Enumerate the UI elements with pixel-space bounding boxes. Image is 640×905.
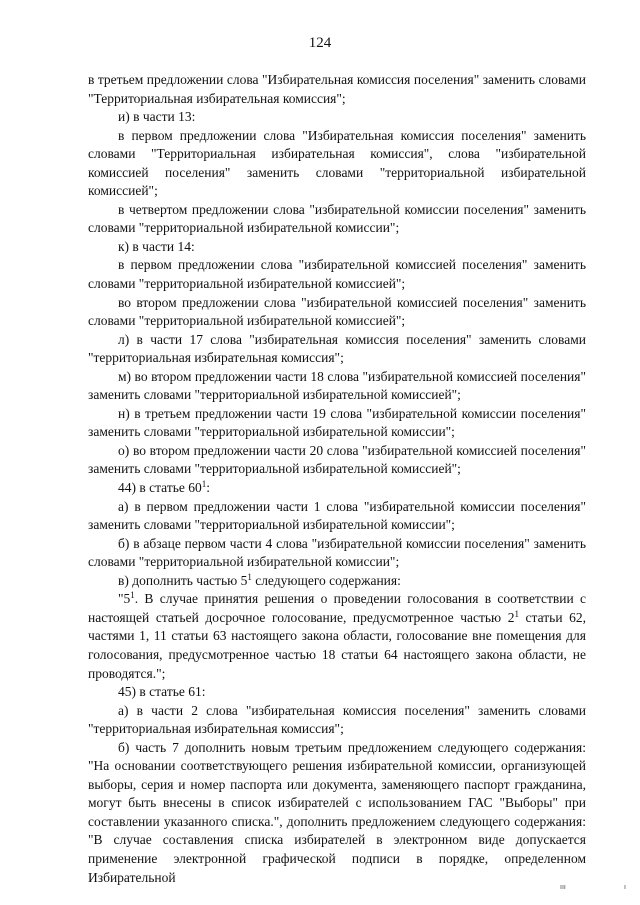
footer-mark-left: ııı xyxy=(560,883,566,891)
paragraph: в четвертом предложении слова "избирательной комиссии поселения" заменить словами "территориальной избирательной комиссии"; xyxy=(88,201,586,236)
paragraph: в третьем предложении слова "Избирательная комиссия поселения" заменить словами "Территориальная избирательная комиссия"; xyxy=(88,72,586,106)
paragraph: н) в третьем предложении части 19 слова "избирательной комиссии поселения" заменить словами "территориальной избирательной комиссии"; xyxy=(88,405,586,440)
paragraph: а) в первом предложении части 1 слова "избирательной комиссии поселения" заменить словами "территориальной избирательной комиссии"; xyxy=(88,498,586,533)
quoted-part: "$5^1$. В случае принятия решения о проведении голосования в соответствии с настоящей статьей досрочное голосование, предусмотренное частью $2^1$ статьи 62, частями 1, 11 статьи 63 настоящего закона области, голосование вне помещения для голосования, предусмотренное частью 18 статьи 64 настоящего закона области, не проводятся."; xyxy=(88,590,587,681)
paragraph: в первом предложении слова "Избирательная комиссия поселения" заменить словами "Территориальная избирательная комиссия", слова "избирательной комиссией поселения" заменить словами "территориальной избирательной комиссией"; xyxy=(88,127,586,199)
document-body xyxy=(88,71,586,887)
paragraph: а) в части 2 слова "избирательная комиссия поселения" заменить словами "территориальная избирательная комиссия"; xyxy=(88,702,586,737)
paragraph: в первом предложении слова "избирательной комиссией поселения" заменить словами "территориальной избирательной комиссией"; xyxy=(88,257,586,292)
paragraph-v: в) дополнить частью $5^1$ следующего содержания: xyxy=(118,571,401,588)
article-heading-44: 44) в статье $60^1$: xyxy=(118,479,211,496)
paragraph: л) в части 17 слова "избирательная комиссия поселения" заменить словами "территориальная избирательная комиссия"; xyxy=(88,331,586,366)
page-number: 124 xyxy=(308,35,332,51)
paragraph: к) в части 14: xyxy=(118,238,195,254)
paragraph: б) в абзаце первом части 4 слова "избирательной комиссии поселения" заменить словами "территориальной избирательной комиссии"; xyxy=(88,535,586,570)
paragraph: о) во втором предложении части 20 слова "избирательной комиссией поселения" заменить словами "территориальной избирательной комиссией"; xyxy=(88,442,586,477)
paragraph: и) в части 13: xyxy=(118,109,196,125)
paragraph: м) во втором предложении части 18 слова "избирательной комиссией поселения" заменить словами "территориальной избирательной комиссией"; xyxy=(88,368,586,403)
article-heading-45: 45) в статье 61: xyxy=(118,684,206,700)
paragraph: б) часть 7 дополнить новым третьим предложением следующего содержания: "На основании соответствующего решения избирательной комиссии, организующей выборы, серия и номер паспорта или документа, заменяющего паспорт гражданина, могут быть внесены в список избирателей с использованием ГАС "Выборы" при составлении указанного списка.", дополнить предложением следующего содержания: "В случае составления списка избирателей в электронном виде допускается применение электронной графической подписи в порядке, определенном Избирательной xyxy=(88,739,586,885)
footer-mark-right: ı xyxy=(624,883,626,891)
paragraph: во втором предложении слова "избирательной комиссией поселения" заменить словами "территориальной избирательной комиссией"; xyxy=(88,294,586,329)
